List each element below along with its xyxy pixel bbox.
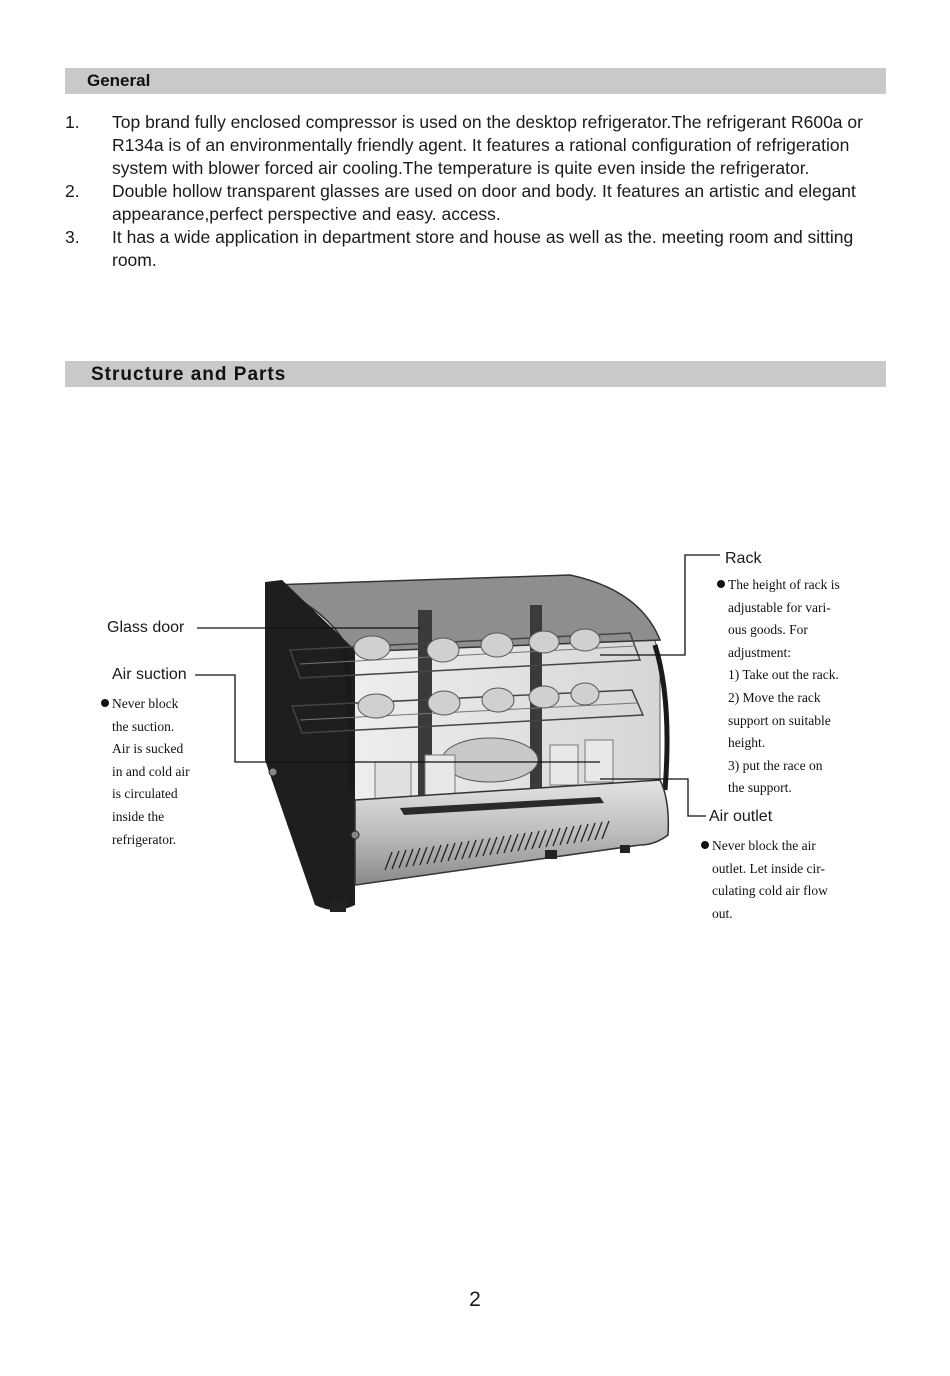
refrigerator-illustration bbox=[265, 575, 668, 912]
bullet-dot-icon bbox=[717, 580, 725, 588]
note-air-outlet: Never block the air outlet. Let inside cir- culating cold air flow out. bbox=[701, 835, 846, 925]
label-air-suction: Air suction bbox=[112, 666, 187, 683]
bullet-dot-icon bbox=[101, 699, 109, 707]
label-rack: Rack bbox=[725, 550, 762, 567]
label-air-outlet: Air outlet bbox=[709, 808, 773, 825]
section-title-general: General bbox=[87, 71, 151, 90]
list-item-text: It has a wide application in department store and house as well as the. meeting room and sitting room. bbox=[112, 227, 854, 270]
list-item-number: 3. bbox=[65, 227, 80, 247]
note-rack: The height of rack is adjustable for vari- ous goods. For adjustment: 1) Take out the rack. 2) Move the rack support on suitable height. 3) put the race on the support. bbox=[717, 574, 857, 800]
list-item-number: 2. bbox=[65, 181, 80, 201]
page-number: 2 bbox=[469, 1288, 481, 1311]
list-item-text: Double hollow transparent glasses are used on door and body. It features an artistic and elegant appearance,perfect perspective and easy. access. bbox=[112, 181, 856, 224]
section-title-structure: Structure and Parts bbox=[91, 364, 287, 385]
note-air-suction: Never block the suction. Air is sucked in and cold air is circulated inside the refrigerator. bbox=[101, 693, 211, 851]
list-item-text: Top brand fully enclosed compressor is used on the desktop refrigerator.The refrigerant R600a or R134a is of an environmentally friendly agent. It features a rational configuration of refrigeration system with blower forced air cooling.The temperature is quite even inside the refrigerator. bbox=[112, 112, 863, 178]
list-item-number: 1. bbox=[65, 112, 80, 132]
label-glass-door: Glass door bbox=[107, 619, 185, 636]
bullet-dot-icon bbox=[701, 841, 709, 849]
